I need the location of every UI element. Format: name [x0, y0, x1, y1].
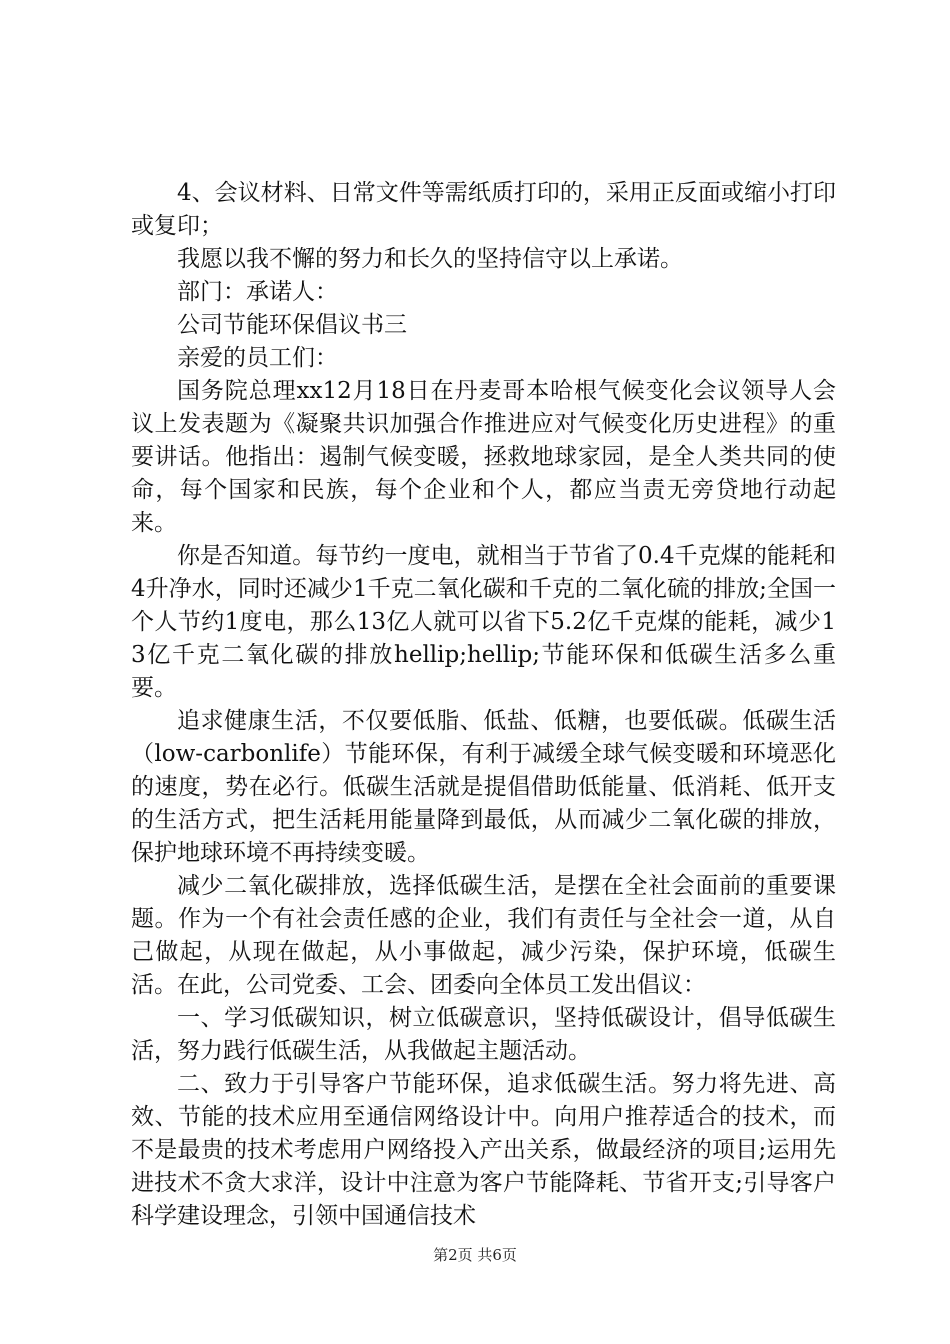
paragraph: 二、致力于引导客户节能环保，追求低碳生活。努力将先进、高效、节能的技术应用至通信网络设计中。向用户推荐适合的技术，而不是最贵的技术考虑用户网络投入产出关系，做最经济的项目;运用先进技术不贪大求洋，设计中注意为客户节能降耗、节省开支;引导客户科学建设理念，引领中国通信技术	[131, 1071, 836, 1229]
paragraph: 追求健康生活，不仅要低脂、低盐、低糖，也要低碳。低碳生活（low-carbonlife）节能环保，有利于减缓全球气候变暖和环境恶化的速度，势在必行。低碳生活就是提倡借助低能量、低消耗、低开支的生活方式，把生活耗用能量降到最低，从而减少二氧化碳的排放，保护地球环境不再持续变暖。	[131, 708, 836, 866]
document-body	[131, 177, 836, 1233]
section-title: 公司节能环保倡议书三	[177, 312, 407, 338]
page-number-footer: 第2页 共6页	[433, 1246, 517, 1264]
paragraph: 你是否知道。每节约一度电，就相当于节省了0.4千克煤的能耗和4升净水，同时还减少1千克二氧化碳和千克的二氧化硫的排放;全国一个人节约1度电，那么13亿人就可以省下5.2亿千克煤的能耗，减少13亿千克二氧化碳的排放hellip;hellip;节能环保和低碳生活多么重要。	[131, 543, 836, 701]
paragraph: 我愿以我不懈的努力和长久的坚持信守以上承诺。	[177, 246, 683, 272]
paragraph: 国务院总理xx12月18日在丹麦哥本哈根气候变化会议领导人会议上发表题为《凝聚共识加强合作推进应对气候变化历史进程》的重要讲话。他指出：遏制气候变暖，拯救地球家园，是全人类共同的使命，每个国家和民族，每个企业和个人，都应当责无旁贷地行动起来。	[131, 378, 836, 536]
paragraph: 一、学习低碳知识，树立低碳意识，坚持低碳设计，倡导低碳生活，努力践行低碳生活，从我做起主题活动。	[131, 1005, 836, 1064]
paragraph: 4、会议材料、日常文件等需纸质打印的，采用正反面或缩小打印或复印；	[131, 180, 836, 239]
salutation: 亲爱的员工们：	[177, 345, 338, 371]
signature-line: 部门：承诺人：	[177, 279, 338, 305]
paragraph: 减少二氧化碳排放，选择低碳生活，是摆在全社会面前的重要课题。作为一个有社会责任感的企业，我们有责任与全社会一道，从自己做起，从现在做起，从小事做起，减少污染，保护环境，低碳生活。在此，公司党委、工会、团委向全体员工发出倡议：	[131, 873, 836, 998]
